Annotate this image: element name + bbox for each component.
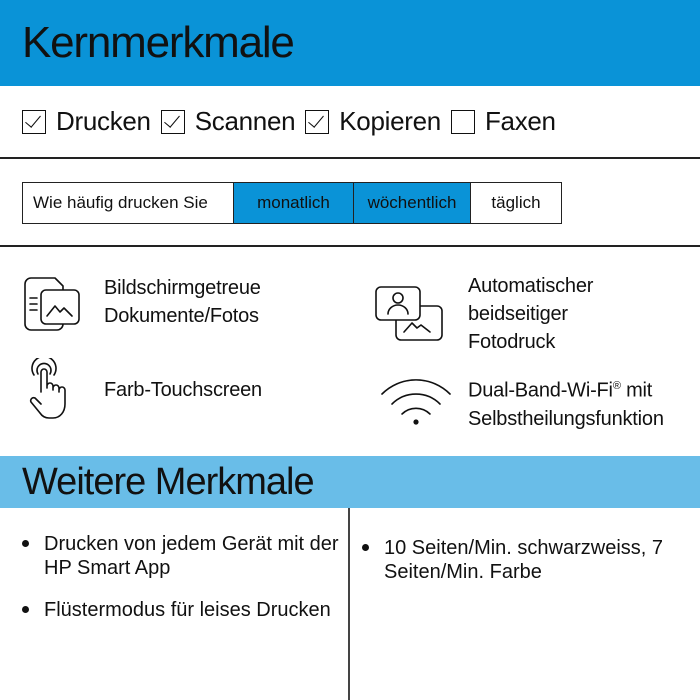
- divider: [0, 157, 700, 159]
- features-list-right: [362, 536, 696, 602]
- check-item-drucken[interactable]: [22, 106, 151, 137]
- check-item-kopieren[interactable]: [305, 106, 441, 137]
- column-divider: [348, 508, 350, 700]
- checkbox-checked-icon[interactable]: [161, 110, 185, 134]
- check-item-scannen[interactable]: [161, 106, 296, 137]
- page-title: Kernmerkmale: [22, 18, 294, 67]
- section-bar: [0, 456, 700, 508]
- header-bar: [0, 0, 700, 86]
- checkbox-checked-icon[interactable]: [305, 110, 329, 134]
- document-photo-icon: [22, 272, 82, 332]
- touch-hand-icon: [22, 358, 82, 422]
- frequency-option-taeglich[interactable]: täglich: [470, 183, 561, 223]
- section-title: Weitere Merkmale: [22, 460, 314, 503]
- feature-text: Automatischer beidseitiger Fotodruck: [468, 275, 594, 353]
- check-label: Scannen: [194, 106, 296, 136]
- checkbox-empty-icon[interactable]: [451, 110, 475, 134]
- list-item: 10 Seiten/Min. schwarzweiss, 7 Seiten/Min. Farbe: [362, 536, 696, 584]
- check-label: Kopieren: [339, 106, 441, 136]
- feature-touchscreen: [22, 358, 262, 422]
- features-list-left: [22, 532, 344, 640]
- check-label: Faxen: [484, 106, 556, 136]
- wifi-icon: [380, 378, 452, 426]
- feature-text: Dual-Band-Wi-Fi® mit Selbstheilungsfunktion: [468, 379, 664, 430]
- feature-document-photos: [22, 272, 261, 332]
- frequency-option-monatlich[interactable]: monatlich: [233, 183, 353, 223]
- frequency-option-woechentlich[interactable]: wöchentlich: [353, 183, 470, 223]
- list-item: Drucken von jedem Gerät mit der HP Smart App: [22, 532, 344, 580]
- feature-text: Bildschirmgetreue Dokumente/Fotos: [104, 277, 261, 327]
- feature-wifi: [380, 372, 664, 433]
- check-label: Drucken: [56, 106, 151, 136]
- divider: [0, 245, 700, 247]
- check-item-faxen[interactable]: [451, 106, 556, 137]
- feature-two-sided-photo: [374, 272, 593, 356]
- frequency-selector: [22, 182, 562, 224]
- function-checklist: [22, 106, 566, 137]
- two-sided-photo-icon: [374, 284, 444, 344]
- frequency-question: Wie häufig drucken Sie: [33, 193, 208, 212]
- list-item: Flüstermodus für leises Drucken: [22, 598, 344, 622]
- feature-text: Farb-Touchscreen: [104, 379, 262, 401]
- checkbox-checked-icon[interactable]: [22, 110, 46, 134]
